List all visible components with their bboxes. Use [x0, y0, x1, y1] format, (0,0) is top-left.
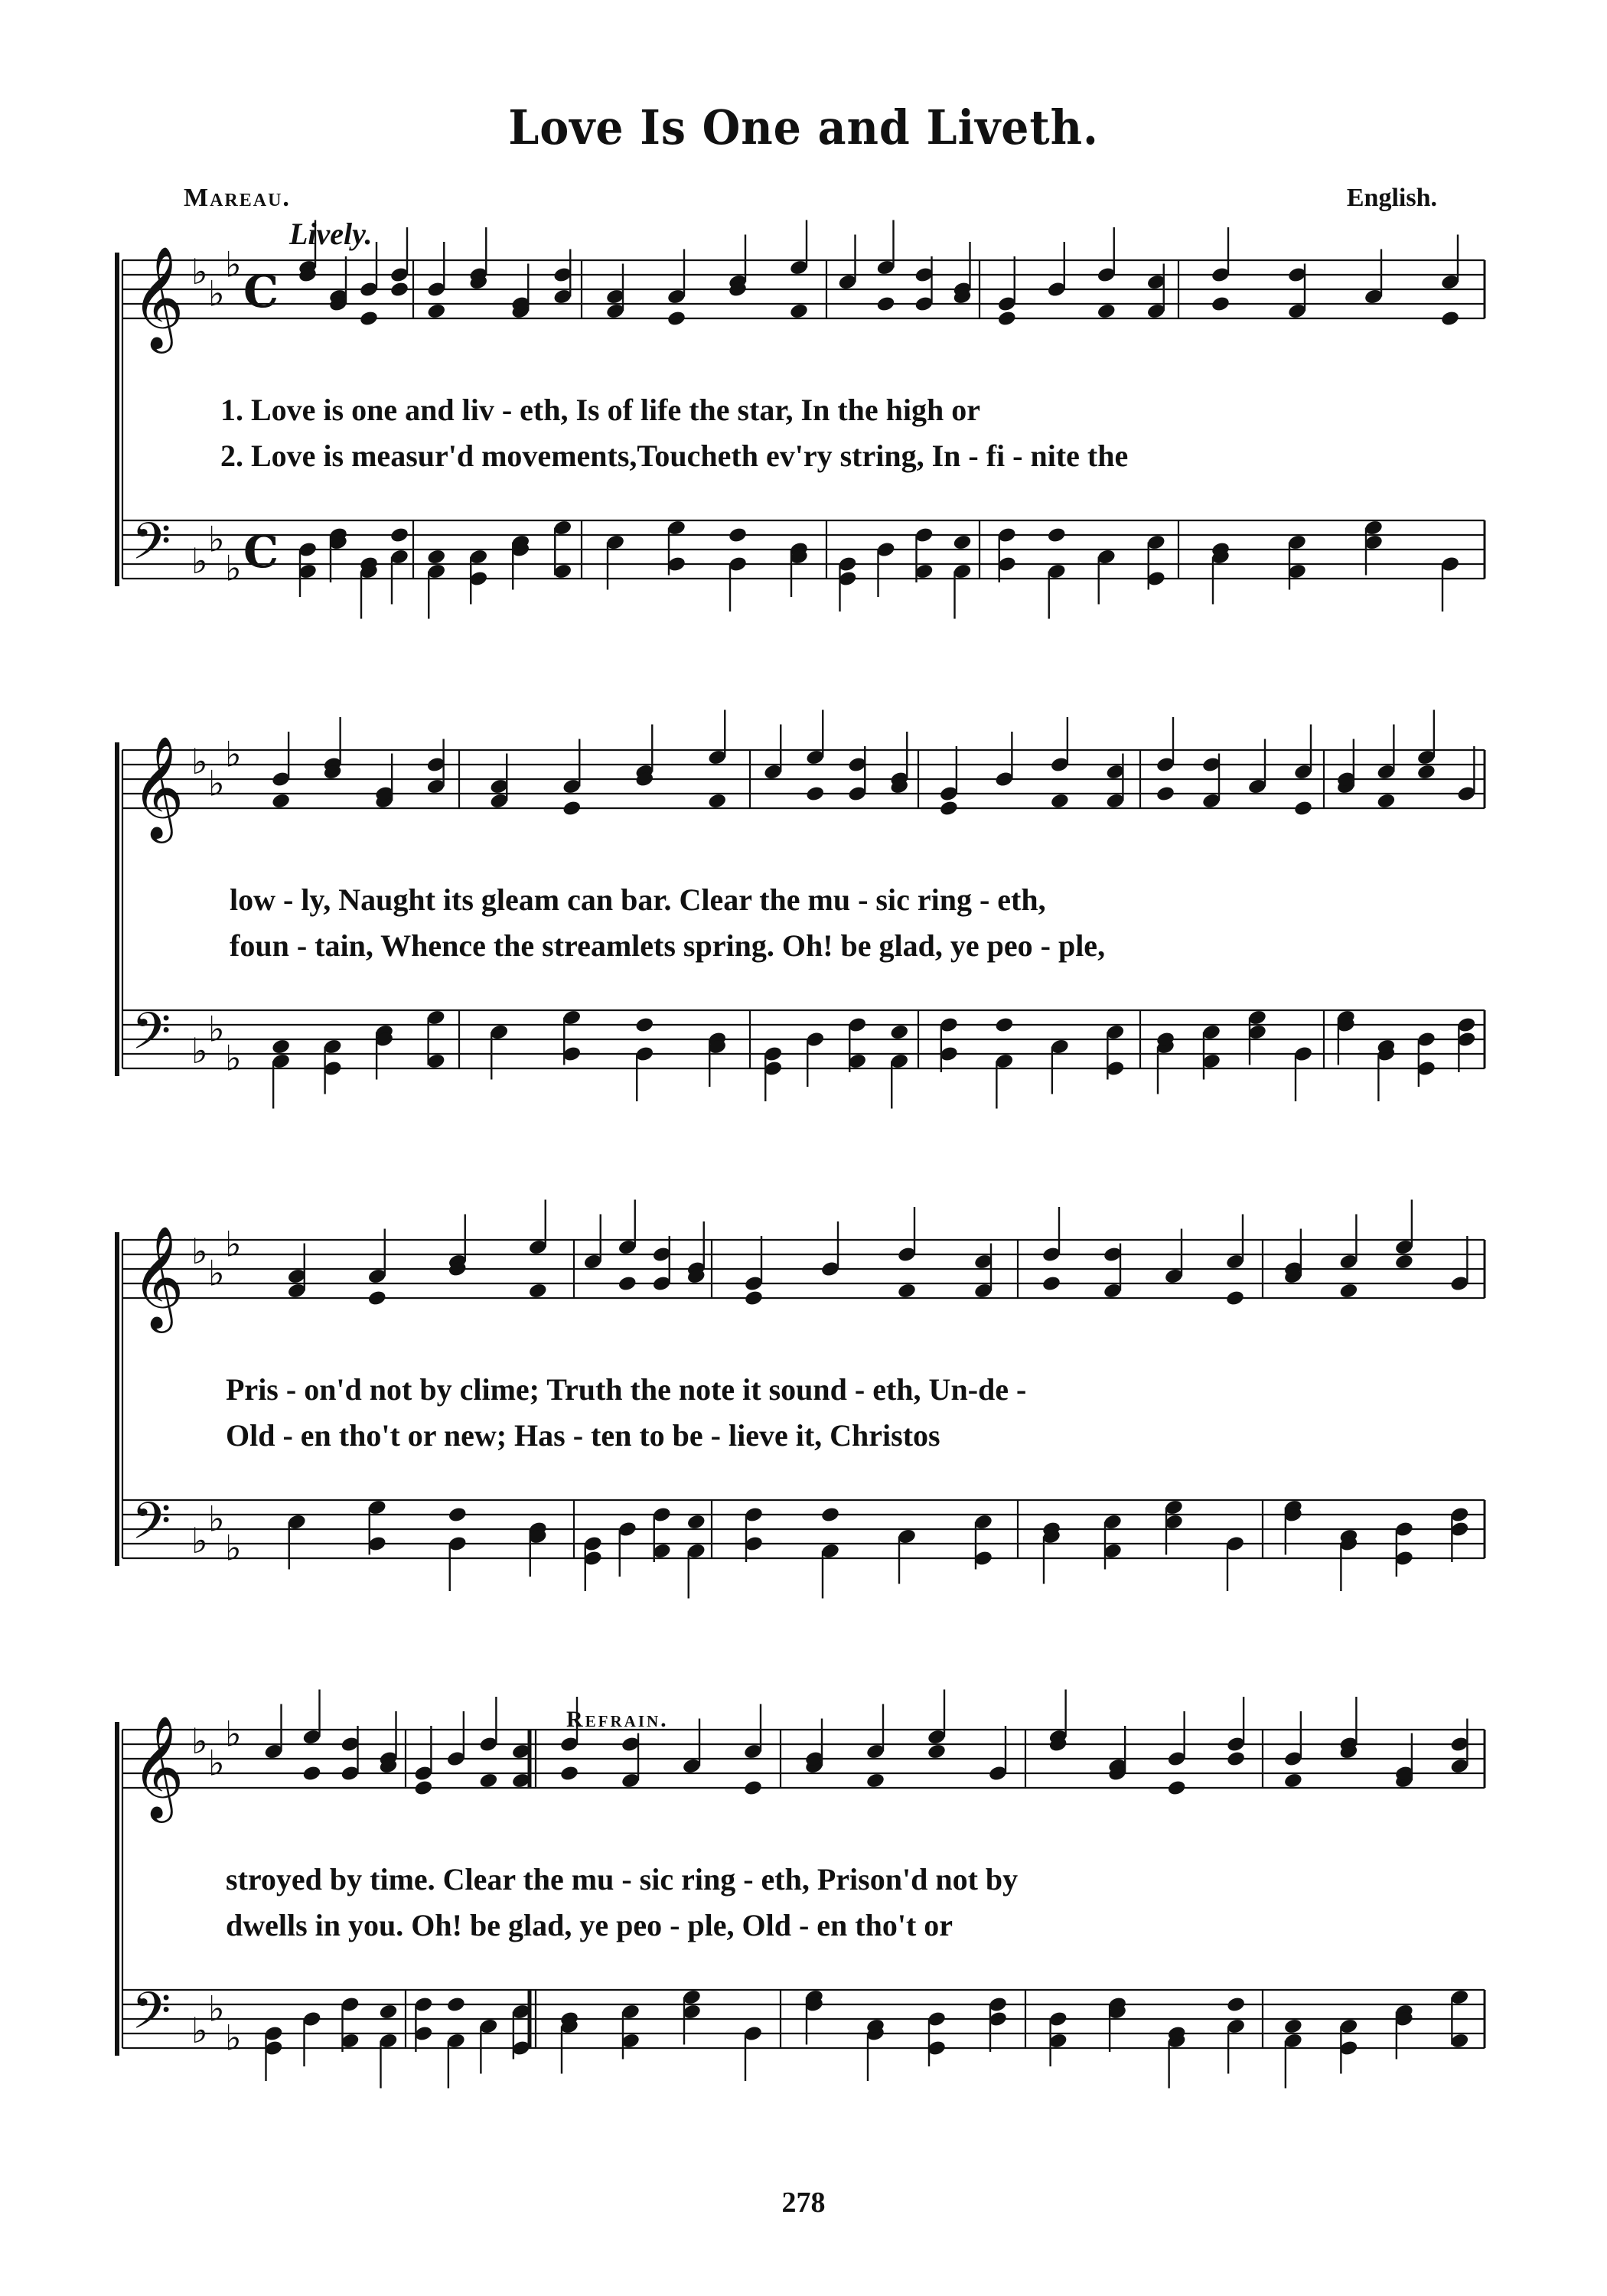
flat-sign-icon: ♭ [225, 1037, 242, 1079]
flat-sign-icon: ♭ [191, 1520, 208, 1561]
source-credit: English. [1346, 184, 1437, 212]
bass-clef-icon: 𝄢 [132, 512, 171, 583]
note-head [559, 1765, 579, 1782]
bass-staff [122, 512, 1485, 619]
lyric-line-verse1: Pris - on'd not by clime; Truth the note it sound - eth, Un-de - [226, 1372, 1027, 1407]
note-head [1097, 302, 1116, 320]
bass-staff [122, 1002, 1485, 1109]
note-head [367, 1290, 387, 1307]
bass-clef-icon: 𝄢 [132, 1981, 171, 2053]
flat-sign-icon: ♭ [208, 1498, 225, 1540]
bass-staff [122, 1492, 1485, 1599]
note-head [359, 310, 379, 328]
note-head [1440, 310, 1460, 328]
note-head [426, 302, 446, 320]
note-head [478, 1772, 498, 1789]
flat-sign-icon: ♭ [191, 540, 208, 582]
note-head [1041, 1275, 1061, 1293]
note-head [618, 1275, 637, 1293]
note-head [997, 310, 1017, 328]
flat-sign-icon: ♭ [208, 272, 225, 315]
note-head [528, 1282, 548, 1300]
lyric-line-verse1: 1. Love is one and liv - eth, Is of life the star, In the high or [220, 393, 981, 427]
page-number: 278 [781, 2187, 826, 2219]
note-head [994, 1016, 1014, 1034]
lyric-line-verse1: low - ly, Naught its gleam can bar. Clear the mu - sic ring - eth, [230, 882, 1046, 917]
note-head [743, 1779, 763, 1797]
flat-sign-icon: ♭ [191, 1030, 208, 1071]
treble-clef-icon: 𝄞 [132, 246, 184, 349]
flat-sign-icon: ♭ [225, 1223, 242, 1265]
treble-clef-icon: 𝄞 [132, 1715, 184, 1818]
note-head [1225, 1290, 1245, 1307]
note-head [865, 1772, 885, 1789]
lyric-line-verse1: stroyed by time. Clear the mu - sic ring - eth, Prison'd not by [226, 1862, 1019, 1896]
note-head [707, 792, 727, 810]
note-head [1047, 527, 1067, 544]
system-bracket [115, 253, 119, 586]
note-head [1226, 1996, 1246, 2014]
lyric-line-verse2: foun - tain, Whence the streamlets spring. Oh! be glad, ye peo - ple, [230, 928, 1106, 963]
note-head [1394, 1253, 1414, 1270]
flat-sign-icon: ♭ [191, 1231, 208, 1272]
bass-clef-icon: 𝄢 [132, 1492, 171, 1563]
treble-staff [122, 710, 1485, 844]
lyric-line-verse2: Old - en tho't or new; Has - ten to be - lieve it, Christos [226, 1418, 940, 1453]
flat-sign-icon: ♭ [191, 2010, 208, 2051]
note-head [1283, 2017, 1303, 2035]
flat-sign-icon: ♭ [208, 762, 225, 804]
note-head [1283, 1772, 1303, 1789]
common-time-icon: C [243, 266, 279, 318]
note-head [390, 527, 409, 544]
composer-credit: Mareau. [184, 184, 291, 212]
note-head [744, 1290, 764, 1307]
note-head [686, 1513, 706, 1531]
note-head [897, 1282, 917, 1300]
note-head [952, 533, 972, 551]
note-head [378, 2003, 398, 2020]
lyric-line-verse2: 2. Love is measur'd movements,Toucheth ev'ry string, In - fi - nite the [220, 439, 1129, 473]
note-head [271, 792, 291, 810]
flat-sign-icon: ♭ [208, 1988, 225, 2030]
note-head [889, 1023, 909, 1041]
note-head [875, 295, 895, 313]
system-bracket [115, 742, 119, 1076]
note-head [1293, 800, 1313, 817]
note-head [1050, 792, 1070, 810]
refrain-label: Refrain. [566, 1707, 669, 1732]
treble-staff [122, 1690, 1485, 1824]
note-head [562, 800, 582, 817]
treble-staff [122, 1200, 1485, 1334]
treble-clef-icon: 𝄞 [132, 735, 184, 839]
flat-sign-icon: ♭ [208, 1252, 225, 1294]
flat-sign-icon: ♭ [191, 741, 208, 782]
lyric-line-verse2: dwells in you. Oh! be glad, ye peo - ple, Old - en tho't or [226, 1908, 953, 1942]
note-head [634, 1016, 654, 1034]
bass-clef-icon: 𝄢 [132, 1002, 171, 1073]
flat-sign-icon: ♭ [191, 1720, 208, 1762]
flat-sign-icon: ♭ [208, 1008, 225, 1050]
note-head [426, 548, 446, 566]
flat-sign-icon: ♭ [225, 1527, 242, 1569]
note-head [805, 785, 825, 803]
common-time-icon: C [243, 526, 279, 578]
flat-sign-icon: ♭ [225, 733, 242, 775]
note-head [390, 281, 409, 298]
note-head [728, 527, 748, 544]
note-head [271, 1038, 291, 1055]
note-head [789, 302, 809, 320]
note-head [1416, 763, 1436, 781]
note-head [1338, 1282, 1358, 1300]
flat-sign-icon: ♭ [191, 251, 208, 292]
note-head [1226, 1750, 1246, 1768]
note-head [1156, 785, 1175, 803]
flat-sign-icon: ♭ [208, 518, 225, 560]
tempo-marking: Lively. [289, 217, 373, 251]
note-head [446, 1996, 466, 2014]
note-head [927, 1743, 947, 1760]
flat-sign-icon: ♭ [225, 2017, 242, 2059]
hymn-title: Love Is One and Liveth. [508, 99, 1099, 155]
note-head [413, 1779, 433, 1797]
note-head [667, 310, 686, 328]
note-head [1167, 1779, 1187, 1797]
system-bracket [115, 1722, 119, 2056]
flat-sign-icon: ♭ [225, 243, 242, 285]
bass-staff [122, 1981, 1485, 2089]
treble-clef-icon: 𝄞 [132, 1225, 184, 1329]
note-head [1211, 295, 1231, 313]
note-head [302, 1765, 321, 1782]
note-head [1376, 792, 1396, 810]
flat-sign-icon: ♭ [225, 547, 242, 589]
note-head [939, 800, 959, 817]
flat-sign-icon: ♭ [225, 1713, 242, 1755]
system-bracket [115, 1232, 119, 1566]
treble-staff [122, 220, 1485, 354]
flat-sign-icon: ♭ [208, 1742, 225, 1784]
note-head [820, 1506, 840, 1524]
note-head [448, 1506, 468, 1524]
